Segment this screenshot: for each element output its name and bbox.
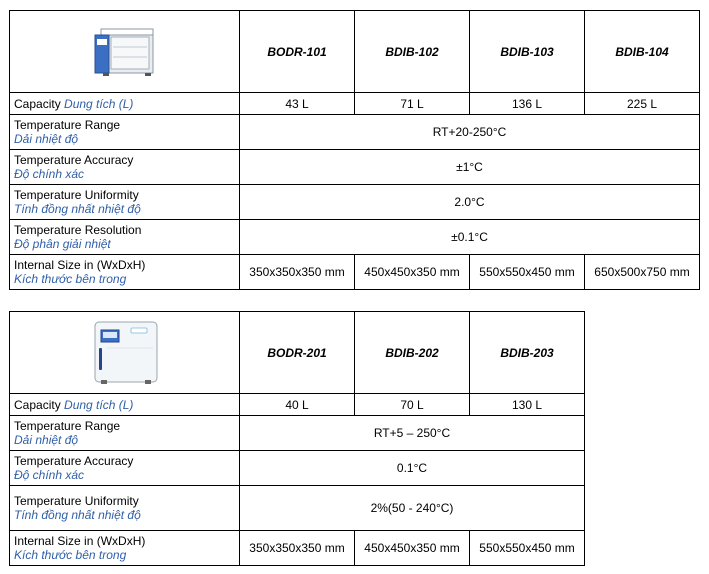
value-cell: 225 L [585,93,700,115]
incubator-icon [87,318,163,388]
row-label: Temperature Range Dải nhiệt độ [10,416,240,451]
value-cell: 650x500x750 mm [585,255,700,290]
row-label: Temperature Range Dải nhiệt độ [10,115,240,150]
table-row [10,416,585,451]
table-row [10,531,585,566]
row-label: Temperature Accuracy Độ chính xác [10,150,240,185]
model-header: BODR-201 [240,312,355,394]
merged-value-cell: 2.0°C [240,185,700,220]
table-row [10,255,700,290]
value-cell: 450x450x350 mm [355,255,470,290]
value-cell: 350x350x350 mm [240,531,355,566]
table-row [10,220,700,255]
spec-table-2 [9,311,585,566]
value-cell: 136 L [470,93,585,115]
product-image-cell [10,11,240,93]
value-cell: 450x450x350 mm [355,531,470,566]
row-label: Temperature Resolution Độ phân giải nhiệt [10,220,240,255]
merged-value-cell: ±0.1°C [240,220,700,255]
value-cell: 550x550x450 mm [470,531,585,566]
model-header: BDIB-203 [470,312,585,394]
merged-value-cell: RT+20-250°C [240,115,700,150]
row-label: Internal Size in (WxDxH) Kích thước bên trong [10,255,240,290]
drying-oven-icon [93,25,157,79]
spec-table-1 [9,10,700,290]
model-header: BDIB-104 [585,11,700,93]
table-row [10,486,585,531]
row-label: Temperature Accuracy Độ chính xác [10,451,240,486]
table-row [10,451,585,486]
row-label: Temperature Uniformity Tính đồng nhất nhiệt độ [10,486,240,531]
table-row [10,185,700,220]
table-row [10,394,585,416]
model-header: BDIB-202 [355,312,470,394]
value-cell: 550x550x450 mm [470,255,585,290]
table-row [10,150,700,185]
value-cell: 130 L [470,394,585,416]
merged-value-cell: 2%(50 - 240°C) [240,486,585,531]
row-label: Capacity Dung tích (L) [10,394,240,416]
row-label: Internal Size in (WxDxH) Kích thước bên trong [10,531,240,566]
value-cell: 40 L [240,394,355,416]
row-label: Capacity Dung tích (L) [10,93,240,115]
merged-value-cell: ±1°C [240,150,700,185]
merged-value-cell: 0.1°C [240,451,585,486]
model-header: BDIB-102 [355,11,470,93]
merged-value-cell: RT+5 – 250°C [240,416,585,451]
row-label: Temperature Uniformity Tính đồng nhất nhiệt độ [10,185,240,220]
value-cell: 43 L [240,93,355,115]
model-header: BODR-101 [240,11,355,93]
table-row [10,93,700,115]
value-cell: 71 L [355,93,470,115]
value-cell: 350x350x350 mm [240,255,355,290]
model-header: BDIB-103 [470,11,585,93]
product-image-cell [10,312,240,394]
value-cell: 70 L [355,394,470,416]
table-row [10,115,700,150]
